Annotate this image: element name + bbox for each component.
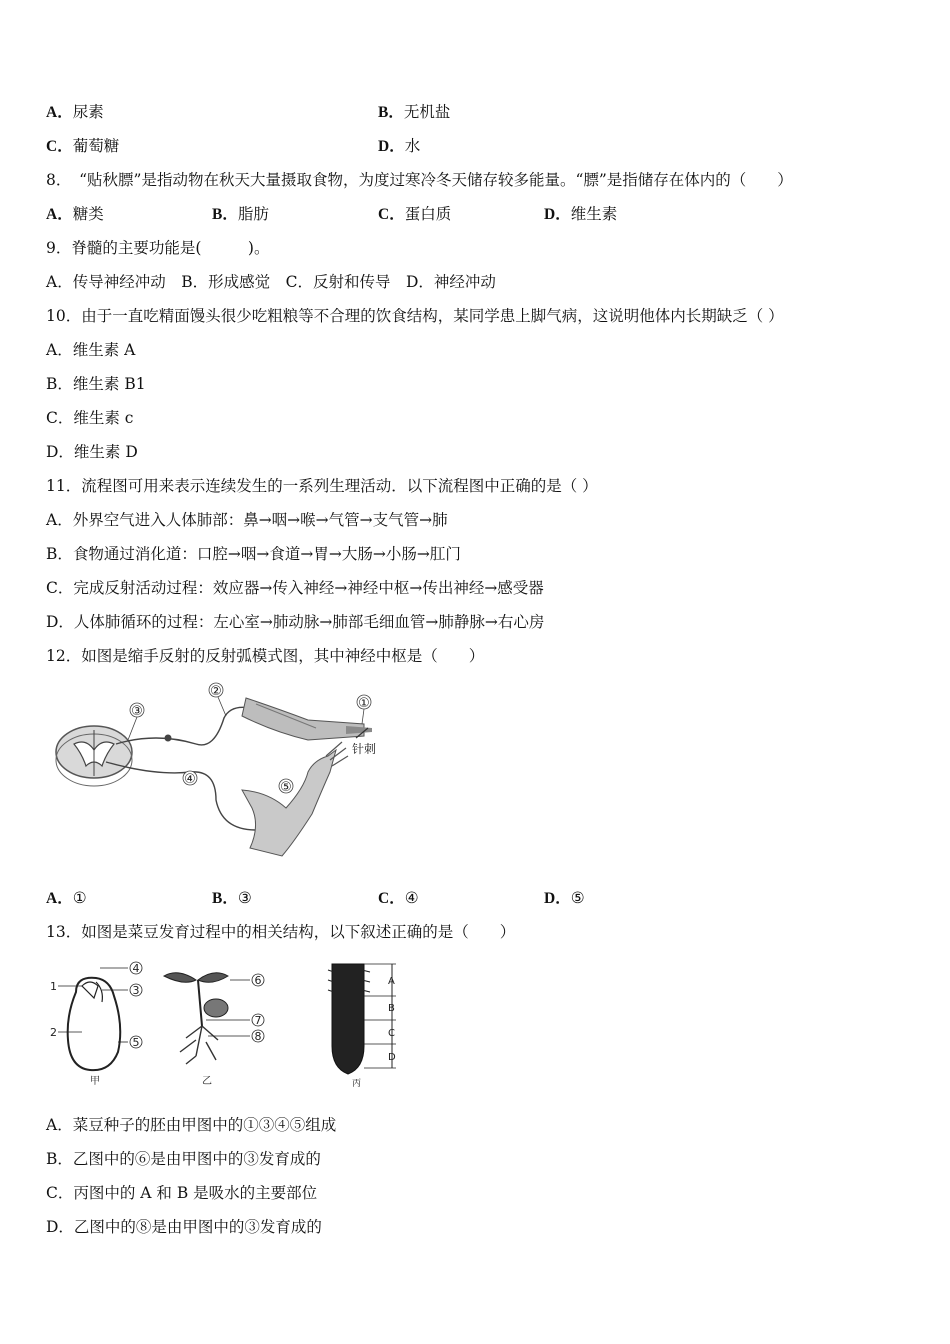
seedling-diagram xyxy=(164,973,264,1087)
q7-option-d: D．水 xyxy=(378,137,421,155)
q9-stem: 9．脊髓的主要功能是( )。 xyxy=(46,239,270,257)
q11-option-b: B．食物通过消化道：口腔→咽→食道→胃→大肠→小肠→肛门 xyxy=(46,545,461,563)
root-label-C: C xyxy=(388,1028,395,1039)
q13-option-b: B．乙图中的⑥是由甲图中的③发育成的 xyxy=(46,1150,321,1168)
q8-option-a: A．糖类 xyxy=(46,205,104,223)
seedling-label-6: 6 xyxy=(254,974,262,987)
q8-option-b: B．脂肪 xyxy=(212,205,269,223)
label-4: ④ xyxy=(184,772,196,787)
root-label-B: B xyxy=(388,1003,395,1014)
q7-option-a: A．尿素 xyxy=(46,103,104,121)
seed-label-5: 5 xyxy=(132,1036,140,1049)
q10-option-c: C．维生素 c xyxy=(46,409,134,427)
label-5: ⑤ xyxy=(280,780,292,795)
q11-stem: 11．流程图可用来表示连续发生的一系列生理活动．以下流程图中正确的是（ ） xyxy=(46,477,598,495)
spinal-cord xyxy=(56,726,132,786)
q10-option-b: B．维生素 B1 xyxy=(46,375,146,393)
q12-option-b: B．③ xyxy=(212,889,252,907)
seedling-label-7: 7 xyxy=(254,1014,262,1027)
label-1: ① xyxy=(358,696,370,711)
q7-option-c: C．葡萄糖 xyxy=(46,137,120,155)
label-yi: 乙 xyxy=(202,1076,212,1087)
q9-options: A．传导神经冲动 B．形成感觉 C．反射和传导 D．神经冲动 xyxy=(46,273,496,291)
root-label-A: A xyxy=(388,976,395,987)
reflex-arc-figure xyxy=(46,680,391,865)
q11-option-c: C．完成反射活动过程：效应器→传入神经→神经中枢→传出神经→感受器 xyxy=(46,579,544,597)
q13-option-d: D．乙图中的⑧是由甲图中的③发育成的 xyxy=(46,1218,322,1236)
label-needle: 针刺 xyxy=(352,742,377,756)
q12-option-c: C．④ xyxy=(378,889,419,907)
q12-option-a: A．① xyxy=(46,889,87,907)
q10-option-d: D．维生素 D xyxy=(46,443,138,461)
q11-option-a: A．外界空气进入人体肺部：鼻→咽→喉→气管→支气管→肺 xyxy=(46,511,448,529)
seed-label-1: 1 xyxy=(50,980,57,993)
q13-stem: 13．如图是菜豆发育过程中的相关结构，以下叙述正确的是（ ） xyxy=(46,923,516,941)
q12-stem: 12．如图是缩手反射的反射弧模式图，其中神经中枢是（ ） xyxy=(46,647,485,665)
q13-option-c: C．丙图中的 A 和 B 是吸水的主要部位 xyxy=(46,1184,318,1202)
q8-option-c: C．蛋白质 xyxy=(378,205,452,223)
label-3: ③ xyxy=(131,704,143,719)
q10-option-a: A．维生素 A xyxy=(46,341,136,359)
label-jia: 甲 xyxy=(90,1076,100,1087)
label-bing: 丙 xyxy=(352,1079,362,1089)
q10-stem: 10．由于一直吃精面馒头很少吃粗粮等不合理的饮食结构，某同学患上脚气病，这说明他体内长期缺乏（ ） xyxy=(46,307,784,325)
q12-option-d: D．⑤ xyxy=(544,889,585,907)
bean-development-figure xyxy=(46,956,406,1091)
q7-option-b: B．无机盐 xyxy=(378,103,451,121)
seed-diagram xyxy=(50,962,142,1087)
q8-option-d: D．维生素 xyxy=(544,205,618,223)
label-2: ② xyxy=(210,684,222,699)
seed-label-2: 2 xyxy=(50,1026,57,1039)
root-tip-diagram xyxy=(328,964,396,1089)
q11-option-d: D．人体肺循环的过程：左心室→肺动脉→肺部毛细血管→肺静脉→右心房 xyxy=(46,613,545,631)
q13-option-a: A．菜豆种子的胚由甲图中的①③④⑤组成 xyxy=(46,1116,337,1134)
q8-stem: 8． “贴秋膘”是指动物在秋天大量摄取食物，为度过寒冷冬天储存较多能量。“膘”是指储存在体内的（ ） xyxy=(46,171,793,189)
seed-label-4: 4 xyxy=(132,962,140,975)
root-label-D: D xyxy=(388,1052,396,1063)
seed-label-3: 3 xyxy=(132,984,140,997)
seedling-label-8: 8 xyxy=(254,1030,262,1043)
